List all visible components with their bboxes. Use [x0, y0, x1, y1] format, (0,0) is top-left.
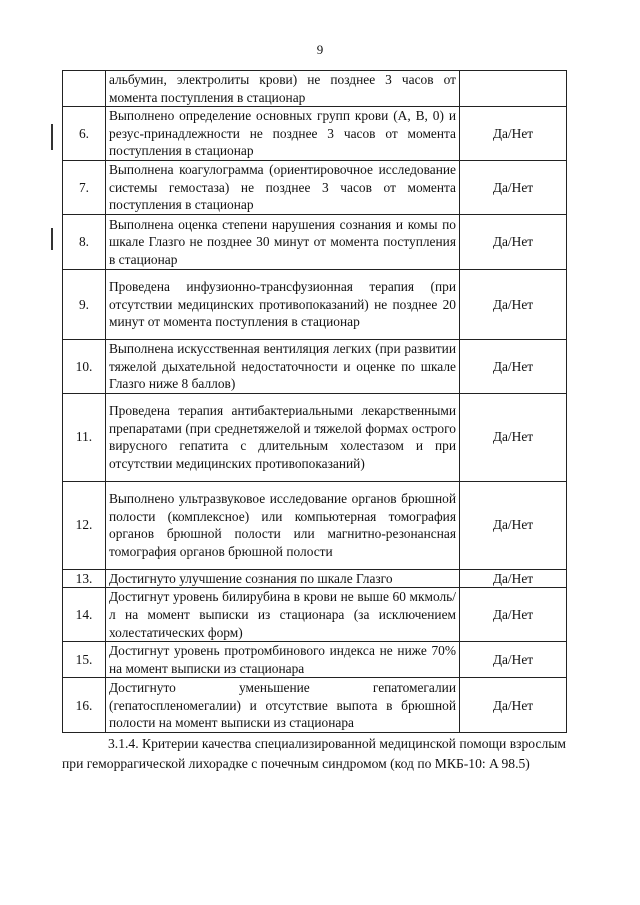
page-number: 9: [316, 42, 324, 57]
criterion-text: Достигнуто уменьшение гепатомегалии (гепатоспленомегалии) и отсутствие выпота в брюшной полости на момент выписки из стационара: [106, 678, 460, 733]
criterion-answer: Да/Нет: [460, 107, 567, 161]
margin-change-bar: [51, 228, 53, 250]
criterion-answer: Да/Нет: [460, 393, 567, 481]
criterion-answer: Да/Нет: [460, 588, 567, 642]
criterion-text: Достигнут уровень протромбинового индекса не ниже 70% на момент выписки из стационара: [106, 642, 460, 678]
row-number: 6.: [63, 107, 106, 161]
criterion-text: альбумин, электролиты крови) не позднее 3 часов от момента поступления в стационар: [106, 71, 460, 107]
table-row: [63, 569, 567, 588]
criterion-answer: Да/Нет: [460, 642, 567, 678]
table-row: [63, 393, 567, 481]
table-row: [63, 481, 567, 569]
criterion-text: Выполнено ультразвуковое исследование органов брюшной полости (комплексное) или компьютерная томография органов брюшной полости или магнитно-резонансная томография органов брюшной полости: [106, 481, 460, 569]
row-number: 8.: [63, 214, 106, 269]
table-row: [63, 214, 567, 269]
criterion-text: Достигнут уровень билирубина в крови не выше 60 мкмоль/л на момент выписки из стационара (за исключением холестатических форм): [106, 588, 460, 642]
row-number: 12.: [63, 481, 106, 569]
criterion-text: Выполнена искусственная вентиляция легких (при развитии тяжелой дыхательной недостаточности и оценке по шкале Глазго ниже 8 баллов): [106, 339, 460, 393]
quality-criteria-table: [62, 70, 567, 733]
criterion-answer: Да/Нет: [460, 339, 567, 393]
criterion-answer: Да/Нет: [460, 481, 567, 569]
table-row: [63, 107, 567, 161]
row-number: 7.: [63, 161, 106, 215]
margin-change-bar: [51, 124, 53, 150]
table-row: [63, 269, 567, 339]
section-heading: 3.1.4. Критерии качества специализированной медицинской помощи взрослым при геморрагической лихорадке с почечным синдромом (код по МКБ-10: A 98.5): [62, 736, 566, 771]
criterion-answer: [460, 71, 567, 107]
criterion-answer: Да/Нет: [460, 678, 567, 733]
row-number: 9.: [63, 269, 106, 339]
criterion-text: Выполнена коагулограмма (ориентировочное исследование системы гемостаза) не позднее 3 часов от момента поступления в стационар: [106, 161, 460, 215]
table-row: [63, 678, 567, 733]
row-number: 15.: [63, 642, 106, 678]
criterion-answer: Да/Нет: [460, 569, 567, 588]
criterion-text: Проведена терапия антибактериальными лекарственными препаратами (при среднетяжелой и тяжелой формах острого вирусного гепатита с длительным холестазом и при отсутствии медицинских противопоказаний): [106, 393, 460, 481]
row-number: 14.: [63, 588, 106, 642]
criterion-answer: Да/Нет: [460, 269, 567, 339]
table-row: [63, 588, 567, 642]
row-number: 13.: [63, 569, 106, 588]
criterion-text: Проведена инфузионно-трансфузионная терапия (при отсутствии медицинских противопоказаний) не позднее 20 минут от момента поступления в стационар: [106, 269, 460, 339]
row-number: 10.: [63, 339, 106, 393]
table-row: [63, 642, 567, 678]
criterion-text: Выполнено определение основных групп крови (A, B, 0) и резус-принадлежности не позднее 3 часов от момента поступления в стационар: [106, 107, 460, 161]
criterion-answer: Да/Нет: [460, 161, 567, 215]
row-number: 16.: [63, 678, 106, 733]
row-number: 11.: [63, 393, 106, 481]
table-row: [63, 161, 567, 215]
row-number: [63, 71, 106, 107]
criterion-text: Выполнена оценка степени нарушения сознания и комы по шкале Глазго не позднее 30 минут от момента поступления в стационар: [106, 214, 460, 269]
table-row: [63, 339, 567, 393]
criterion-text: Достигнуто улучшение сознания по шкале Глазго: [106, 569, 460, 588]
criterion-answer: Да/Нет: [460, 214, 567, 269]
table-row: [63, 71, 567, 107]
